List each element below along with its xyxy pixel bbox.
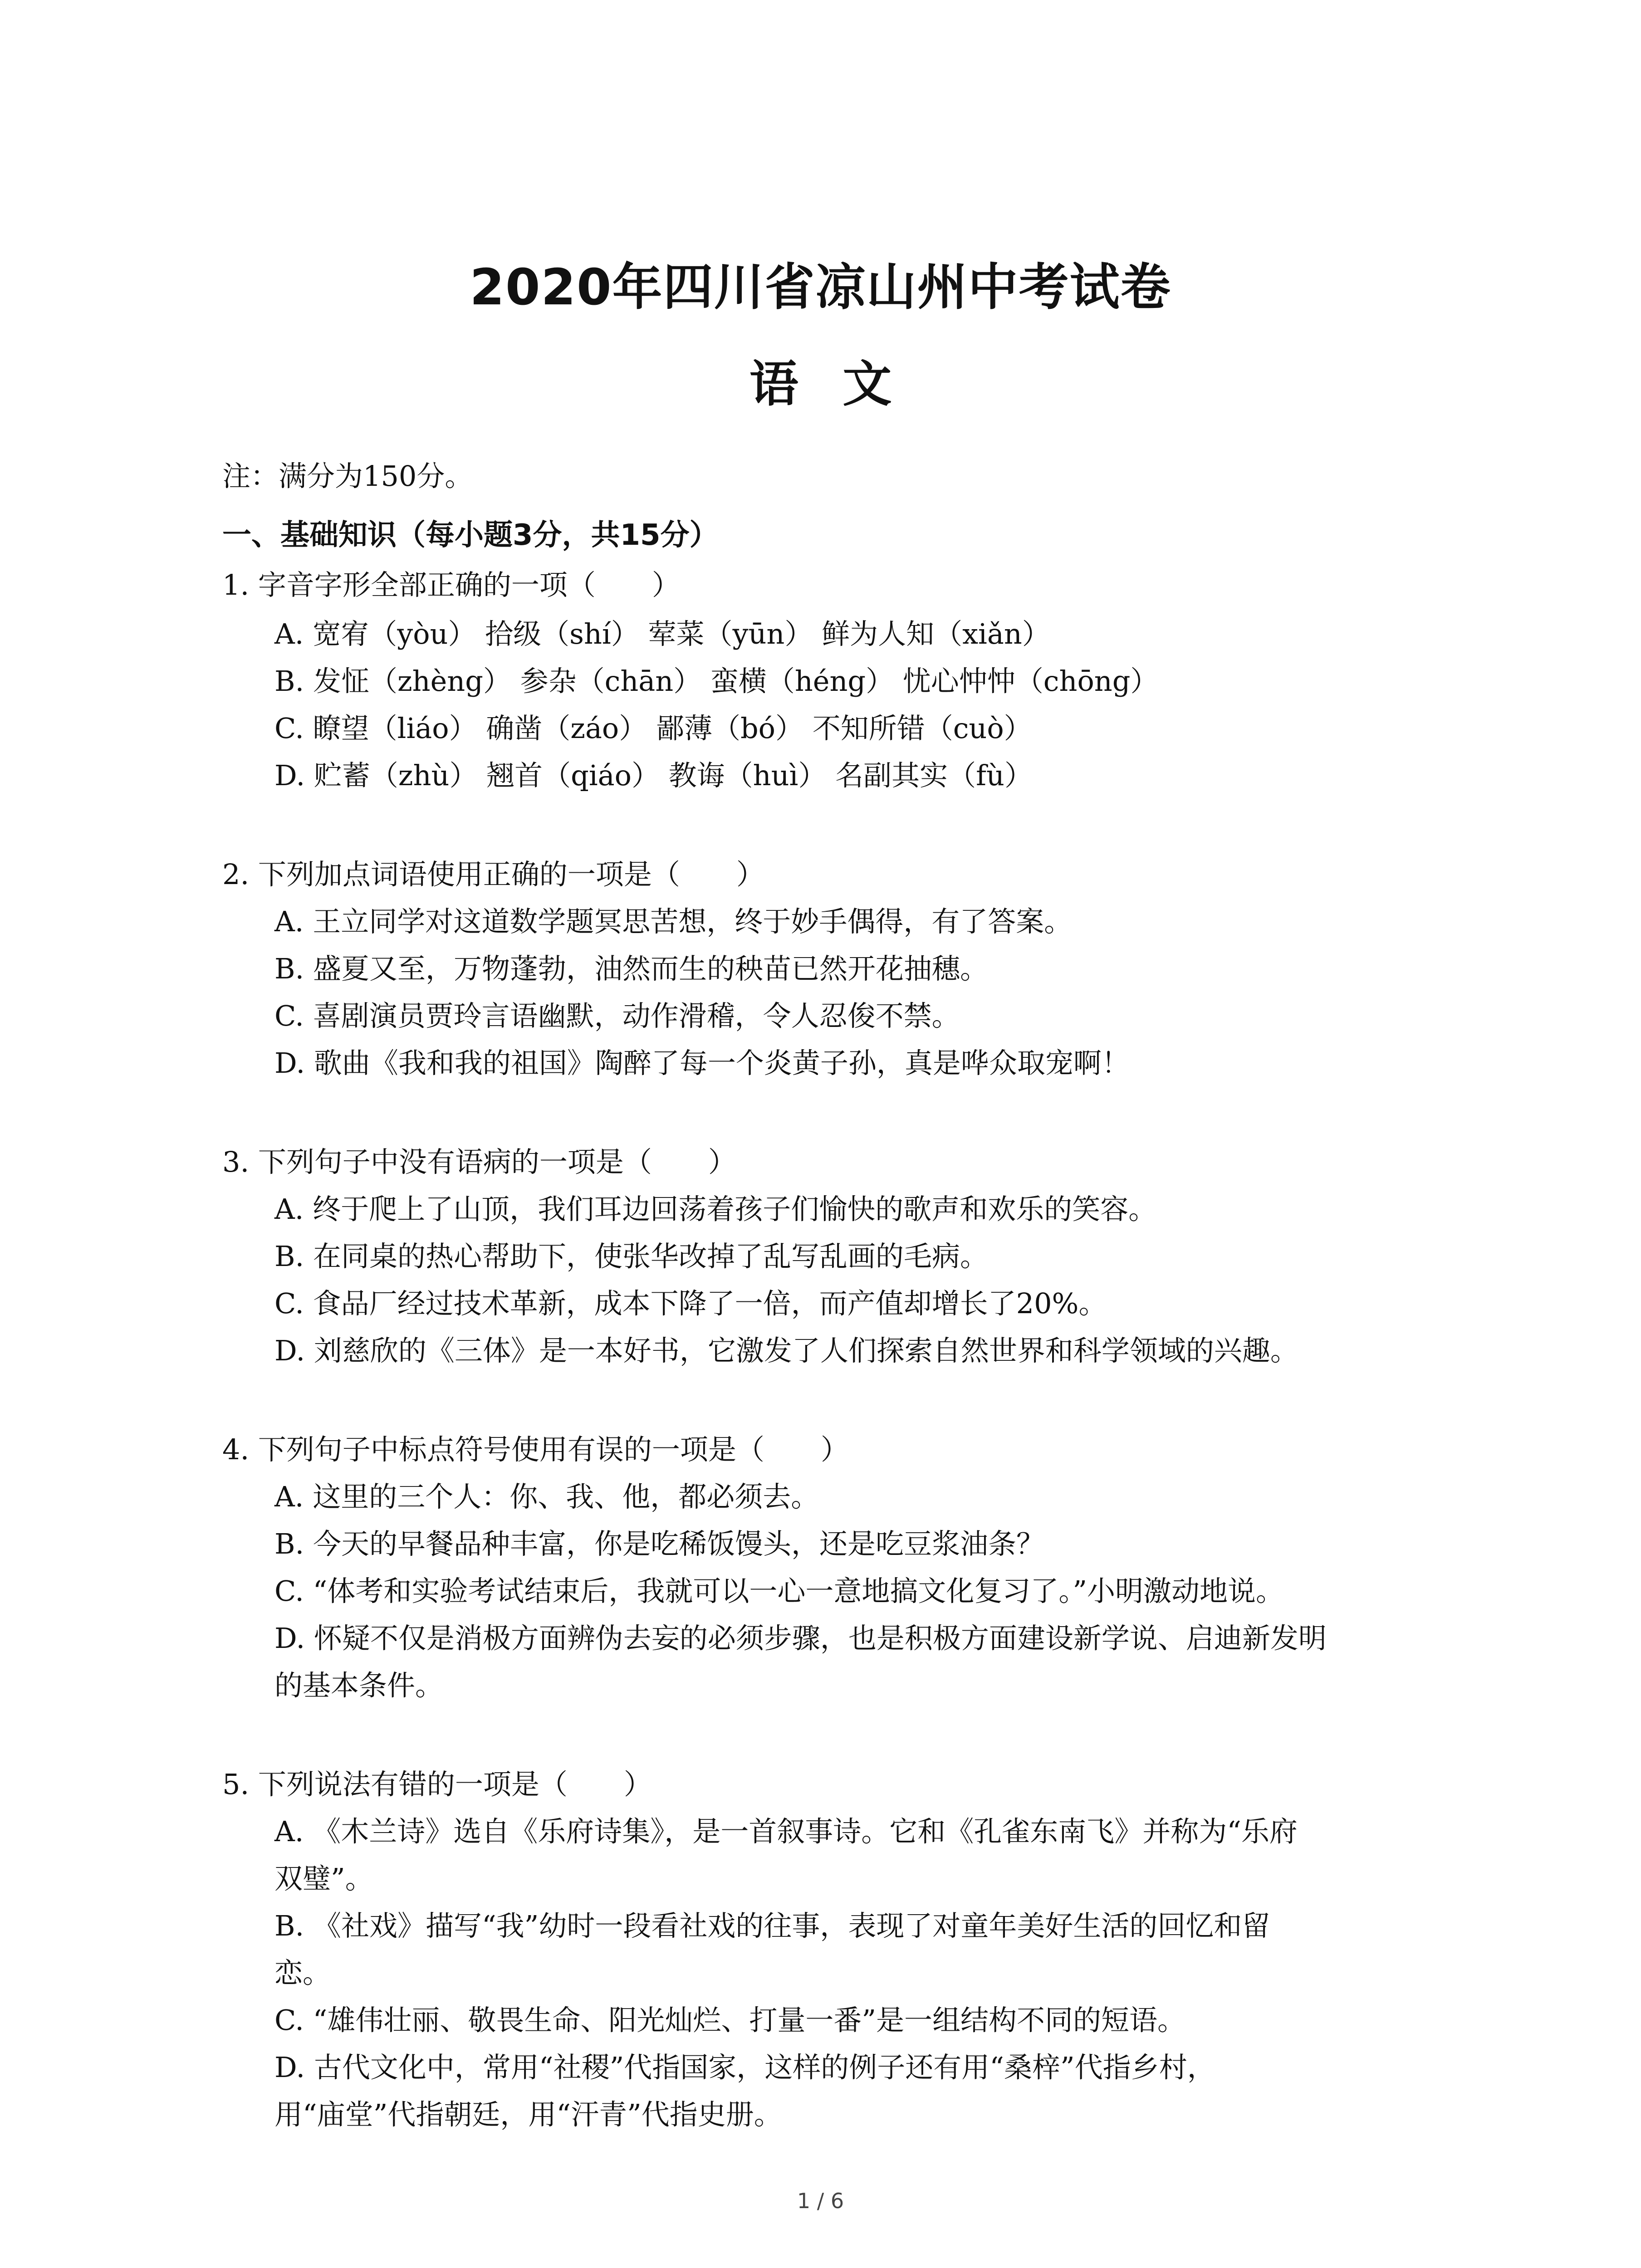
question-4-stem: 4. 下列句子中标点符号使用有误的一项是（ ） (222, 1433, 849, 1466)
question-4-option-d-cont: 的基本条件。 (274, 1669, 444, 1702)
question-5-stem: 5. 下列说法有错的一项是（ ） (222, 1768, 652, 1801)
question-5-option-b: B. 《社戏》描写“我”幼时一段看社戏的往事，表现了对童年美好生活的回忆和留 (274, 1909, 1270, 1942)
question-4-option-a: A. 这里的三个人：你、我、他，都必须去。 (274, 1480, 819, 1513)
question-3-option-b: B. 在同桌的热心帮助下，使张华改掉了乱写乱画的毛病。 (274, 1240, 988, 1273)
section-heading: 一、基础知识（每小题3分，共15分） (222, 518, 719, 552)
question-5-option-a-cont: 双璧”。 (274, 1862, 373, 1895)
question-3-option-c: C. 食品厂经过技术革新，成本下降了一倍，而产值却增长了20%。 (274, 1287, 1107, 1320)
page-title: 2020年四川省凉山州中考试卷 (470, 258, 1171, 316)
question-1-option-a: A. 宽宥（yòu） 拾级（shí） 荤菜（yūn） 鲜为人知（xiǎn） (274, 617, 1050, 650)
question-1-stem: 1. 字音字形全部正确的一项（ ） (222, 568, 680, 601)
question-5-option-b-cont: 恋。 (274, 1956, 331, 1989)
question-1-option-c: C. 瞭望（liáo） 确凿（záo） 鄙薄（bó） 不知所错（cuò） (274, 712, 1032, 745)
question-3-option-a: A. 终于爬上了山顶，我们耳边回荡着孩子们愉快的歌声和欢乐的笑容。 (274, 1193, 1157, 1226)
question-5-option-d-cont: 用“庙堂”代指朝廷，用“汗青”代指史册。 (274, 2098, 782, 2131)
question-4-option-b: B. 今天的早餐品种丰富，你是吃稀饭馒头，还是吃豆浆油条？ (274, 1527, 1044, 1560)
question-4-option-c: C. “体考和实验考试结束后，我就可以一心一意地搞文化复习了。”小明激动地说。 (274, 1574, 1284, 1608)
question-3-option-d: D. 刘慈欣的《三体》是一本好书，它激发了人们探索自然世界和科学领域的兴趣。 (274, 1334, 1298, 1367)
subject-title: 语 文 (749, 356, 892, 413)
question-1-option-b: B. 发怔（zhèng） 参杂（chān） 蛮横（héng） 忧心忡忡（chōng） (274, 665, 1159, 698)
question-2-option-b: B. 盛夏又至，万物蓬勃，油然而生的秧苗已然开花抽穗。 (274, 952, 988, 985)
question-2-stem: 2. 下列加点词语使用正确的一项是（ ） (222, 858, 764, 891)
score-note: 注：满分为150分。 (222, 459, 473, 493)
question-1-option-d: D. 贮蓄（zhù） 翘首（qiáo） 教诲（huì） 名副其实（fù） (274, 759, 1033, 792)
page-number: 1 / 6 (797, 2189, 844, 2213)
question-2-option-a: A. 王立同学对这道数学题冥思苦想，终于妙手偶得，有了答案。 (274, 905, 1073, 938)
question-3-stem: 3. 下列句子中没有语病的一项是（ ） (222, 1145, 736, 1178)
question-2-option-c: C. 喜剧演员贾玲言语幽默，动作滑稽，令人忍俊不禁。 (274, 999, 960, 1032)
question-2-option-d: D. 歌曲《我和我的祖国》陶醉了每一个炎黄子孙，真是哗众取宠啊！ (274, 1046, 1130, 1080)
question-5-option-d: D. 古代文化中，常用“社稷”代指国家，这样的例子还有用“桑梓”代指乡村， (274, 2051, 1215, 2084)
question-5-option-a: A. 《木兰诗》选自《乐府诗集》，是一首叙事诗。它和《孔雀东南飞》并称为“乐府 (274, 1815, 1298, 1848)
question-5-option-c: C. “雄伟壮丽、敬畏生命、阳光灿烂、打量一番”是一组结构不同的短语。 (274, 2004, 1186, 2037)
question-4-option-d: D. 怀疑不仅是消极方面辨伪去妄的必须步骤，也是积极方面建设新学说、启迪新发明 (274, 1622, 1327, 1655)
